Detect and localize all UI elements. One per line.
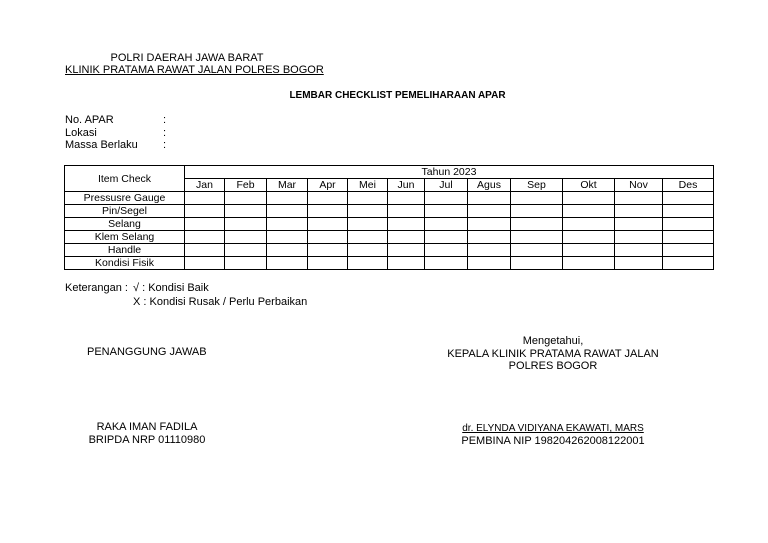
item-label: Selang bbox=[65, 218, 185, 231]
item-check-header: Item Check bbox=[65, 166, 185, 192]
check-cell[interactable] bbox=[468, 231, 511, 244]
table-row bbox=[65, 231, 714, 244]
check-cell[interactable] bbox=[615, 231, 663, 244]
check-cell[interactable] bbox=[663, 257, 714, 270]
check-cell[interactable] bbox=[225, 231, 267, 244]
check-cell[interactable] bbox=[468, 192, 511, 205]
document-title: LEMBAR CHECKLIST PEMELIHARAAN APAR bbox=[289, 90, 506, 101]
check-cell[interactable] bbox=[468, 205, 511, 218]
check-cell[interactable] bbox=[663, 244, 714, 257]
check-cell[interactable] bbox=[185, 218, 225, 231]
check-cell[interactable] bbox=[563, 257, 615, 270]
masa-label: Massa Berlaku bbox=[65, 139, 138, 151]
check-cell[interactable] bbox=[348, 218, 388, 231]
check-cell[interactable] bbox=[225, 244, 267, 257]
check-cell[interactable] bbox=[563, 192, 615, 205]
check-cell[interactable] bbox=[615, 205, 663, 218]
apar-separator: : bbox=[163, 114, 167, 126]
check-cell[interactable] bbox=[468, 257, 511, 270]
lokasi-separator: : bbox=[163, 127, 167, 139]
month-header-feb: Feb bbox=[225, 179, 267, 192]
check-cell[interactable] bbox=[225, 205, 267, 218]
check-cell[interactable] bbox=[185, 257, 225, 270]
item-label: Klem Selang bbox=[65, 231, 185, 244]
check-cell[interactable] bbox=[267, 231, 308, 244]
table-row bbox=[65, 205, 714, 218]
table-row bbox=[65, 192, 714, 205]
check-cell[interactable] bbox=[267, 244, 308, 257]
check-cell[interactable] bbox=[388, 205, 425, 218]
item-label: Handle bbox=[65, 244, 185, 257]
check-cell[interactable] bbox=[185, 244, 225, 257]
check-cell[interactable] bbox=[308, 257, 348, 270]
left-signer-name: RAKA IMAN FADILA bbox=[96, 421, 198, 433]
month-header-okt: Okt bbox=[563, 179, 615, 192]
check-cell[interactable] bbox=[225, 257, 267, 270]
check-cell[interactable] bbox=[511, 218, 563, 231]
info-masa-row bbox=[65, 139, 166, 151]
apar-label: No. APAR bbox=[65, 114, 114, 126]
check-cell[interactable] bbox=[425, 231, 468, 244]
check-cell[interactable] bbox=[563, 205, 615, 218]
check-cell[interactable] bbox=[511, 205, 563, 218]
month-header-apr: Apr bbox=[308, 179, 348, 192]
item-label: Pressusre Gauge bbox=[65, 192, 185, 205]
masa-separator: : bbox=[163, 139, 167, 151]
check-cell[interactable] bbox=[425, 205, 468, 218]
right-signer-role-line2: POLRES BOGOR bbox=[508, 360, 598, 372]
check-cell[interactable] bbox=[308, 192, 348, 205]
item-rows bbox=[65, 192, 714, 270]
check-cell[interactable] bbox=[185, 192, 225, 205]
check-cell[interactable] bbox=[185, 205, 225, 218]
check-cell[interactable] bbox=[267, 218, 308, 231]
month-header-mar: Mar bbox=[267, 179, 308, 192]
check-cell[interactable] bbox=[425, 192, 468, 205]
check-cell[interactable] bbox=[388, 231, 425, 244]
check-cell[interactable] bbox=[468, 218, 511, 231]
lokasi-label: Lokasi bbox=[65, 127, 97, 139]
check-cell[interactable] bbox=[267, 205, 308, 218]
check-cell[interactable] bbox=[388, 257, 425, 270]
check-cell[interactable] bbox=[388, 244, 425, 257]
check-cell[interactable] bbox=[308, 218, 348, 231]
org-name: POLRI DAERAH JAWA BARAT bbox=[110, 52, 264, 64]
right-signer-role-line1: KEPALA KLINIK PRATAMA RAWAT JALAN bbox=[447, 348, 659, 360]
right-signer-id: PEMBINA NIP 198204262008122001 bbox=[461, 435, 645, 447]
check-cell[interactable] bbox=[388, 218, 425, 231]
check-cell[interactable] bbox=[563, 218, 615, 231]
check-cell[interactable] bbox=[615, 192, 663, 205]
check-cell[interactable] bbox=[225, 218, 267, 231]
month-header-jan: Jan bbox=[185, 179, 225, 192]
year-header: Tahun 2023 bbox=[185, 166, 714, 179]
check-cell[interactable] bbox=[663, 205, 714, 218]
check-cell[interactable] bbox=[348, 257, 388, 270]
table-row bbox=[65, 244, 714, 257]
month-header-des: Des bbox=[663, 179, 714, 192]
check-cell[interactable] bbox=[563, 231, 615, 244]
check-cell[interactable] bbox=[348, 244, 388, 257]
table-row bbox=[65, 218, 714, 231]
right-signer-name: dr. ELYNDA VIDIYANA EKAWATI, MARS bbox=[462, 423, 644, 434]
month-header-agus: Agus bbox=[468, 179, 511, 192]
check-cell[interactable] bbox=[425, 257, 468, 270]
checklist-table bbox=[64, 165, 714, 270]
item-label: Kondisi Fisik bbox=[65, 257, 185, 270]
check-cell[interactable] bbox=[511, 244, 563, 257]
check-cell[interactable] bbox=[348, 192, 388, 205]
legend-good: √ : Kondisi Baik bbox=[133, 282, 209, 294]
check-cell[interactable] bbox=[615, 244, 663, 257]
check-cell[interactable] bbox=[468, 244, 511, 257]
check-cell[interactable] bbox=[388, 192, 425, 205]
item-label: Pin/Segel bbox=[65, 205, 185, 218]
clinic-name: KLINIK PRATAMA RAWAT JALAN POLRES BOGOR bbox=[65, 64, 324, 76]
check-cell[interactable] bbox=[663, 192, 714, 205]
month-header-jul: Jul bbox=[425, 179, 468, 192]
check-cell[interactable] bbox=[615, 218, 663, 231]
check-cell[interactable] bbox=[511, 231, 563, 244]
check-cell[interactable] bbox=[511, 192, 563, 205]
check-cell[interactable] bbox=[425, 244, 468, 257]
check-cell[interactable] bbox=[348, 205, 388, 218]
check-cell[interactable] bbox=[663, 218, 714, 231]
check-cell[interactable] bbox=[511, 257, 563, 270]
check-cell[interactable] bbox=[185, 231, 225, 244]
check-cell[interactable] bbox=[308, 205, 348, 218]
month-header-jun: Jun bbox=[388, 179, 425, 192]
check-cell[interactable] bbox=[225, 192, 267, 205]
left-signer-id: BRIPDA NRP 01110980 bbox=[88, 434, 206, 446]
month-header-sep: Sep bbox=[511, 179, 563, 192]
check-cell[interactable] bbox=[267, 257, 308, 270]
check-cell[interactable] bbox=[425, 218, 468, 231]
table-row bbox=[65, 257, 714, 270]
check-cell[interactable] bbox=[308, 244, 348, 257]
check-cell[interactable] bbox=[348, 231, 388, 244]
info-apar-row bbox=[65, 114, 166, 126]
check-cell[interactable] bbox=[563, 244, 615, 257]
check-cell[interactable] bbox=[615, 257, 663, 270]
check-cell[interactable] bbox=[663, 231, 714, 244]
info-lokasi-row bbox=[65, 127, 166, 139]
left-signer-role: PENANGGUNG JAWAB bbox=[87, 346, 207, 358]
acknowledge-label: Mengetahui, bbox=[522, 335, 584, 347]
check-cell[interactable] bbox=[267, 192, 308, 205]
check-cell[interactable] bbox=[308, 231, 348, 244]
legend-bad: X : Kondisi Rusak / Perlu Perbaikan bbox=[133, 296, 308, 308]
month-header-nov: Nov bbox=[615, 179, 663, 192]
month-header-mei: Mei bbox=[348, 179, 388, 192]
legend-label: Keterangan : bbox=[65, 282, 128, 294]
